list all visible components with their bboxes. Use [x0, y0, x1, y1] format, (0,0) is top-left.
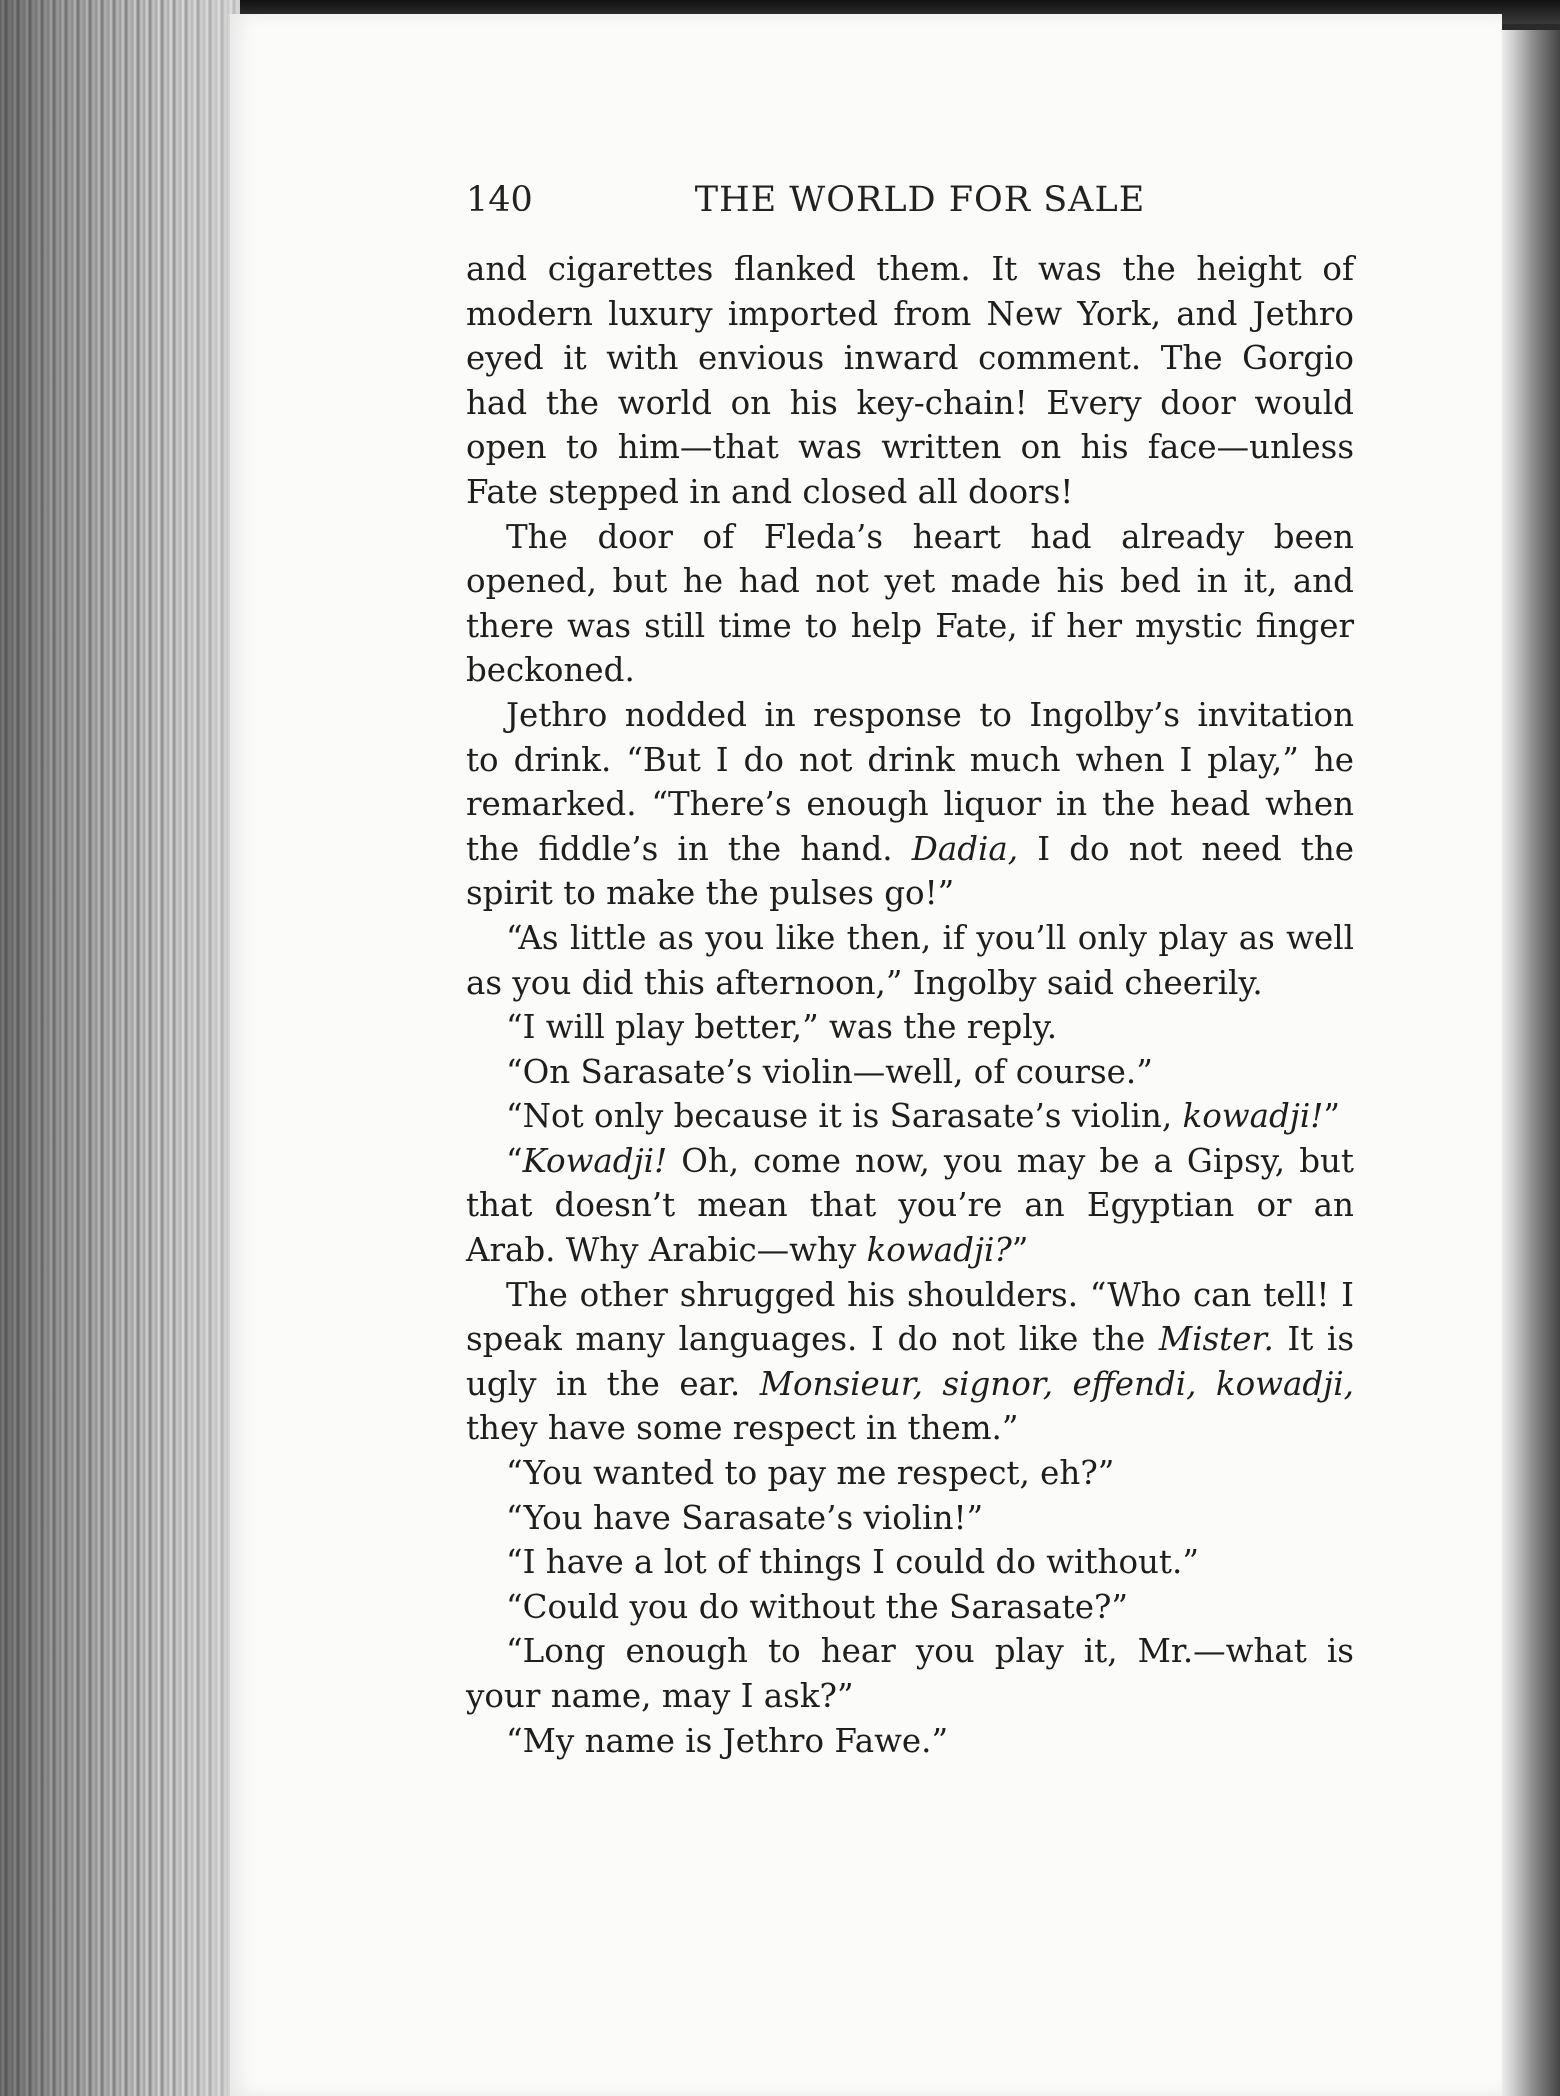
paragraph: “Could you do without the Sarasate?” — [506, 1587, 1128, 1626]
paragraph: “You wanted to pay me respect, eh?” — [506, 1454, 1115, 1493]
paragraph: “Not only because it is Sarasate’s violin, kowadji!” — [506, 1097, 1340, 1136]
paragraph: and cigarettes flanked them. It was the height of modern luxury imported from New York, and Jethro eyed it with envious inward comment. The Gorgio had the world on his key-chain! Every door would open to him—that was written on his face—unless Fate stepped in and closed all doors! — [466, 250, 1354, 511]
paragraph: “My name is Jethro Fawe.” — [506, 1721, 949, 1760]
body-text — [466, 247, 1354, 1763]
running-title: THE WORLD FOR SALE — [694, 180, 1146, 220]
page-header — [466, 174, 1354, 226]
book-right-edge — [1500, 30, 1560, 2096]
paragraph: “You have Sarasate’s violin!” — [506, 1498, 984, 1537]
paragraph: The other shrugged his shoulders. “Who can tell! I speak many languages. I do not like the Mister. It is ugly in the ear. Monsieur, signor, effendi, kowadji, they have some respect in them.” — [466, 1275, 1354, 1448]
paragraph: Jethro nodded in response to Ingolby’s invitation to drink. “But I do not drink much when I play,” he remarked. “There’s enough liquor in the head when the fiddle’s in the hand. Dadia, I do not need the spirit to make the pulses go!” — [466, 695, 1354, 913]
paragraph: The door of Fleda’s heart had already been opened, but he had not yet made his bed in it, and there was still time to help Fate, if her mystic finger beckoned. — [466, 517, 1354, 690]
paragraph: “Long enough to hear you play it, Mr.—what is your name, may I ask?” — [466, 1632, 1354, 1715]
paragraph: “On Sarasate’s violin—well, of course.” — [506, 1052, 1153, 1091]
paragraph: “Kowadji! Oh, come now, you may be a Gipsy, but that doesn’t mean that you’re an Egyptian or an Arab. Why Arabic—why kowadji?” — [466, 1141, 1354, 1270]
page-number: 140 — [466, 180, 533, 220]
paragraph: “As little as you like then, if you’ll only play as well as you did this afternoon,” Ingolby said cheerily. — [466, 918, 1354, 1002]
paragraph: “I have a lot of things I could do without.” — [506, 1543, 1199, 1582]
page-stack-edges — [0, 0, 240, 2096]
paragraph: “I will play better,” was the reply. — [506, 1008, 1058, 1047]
